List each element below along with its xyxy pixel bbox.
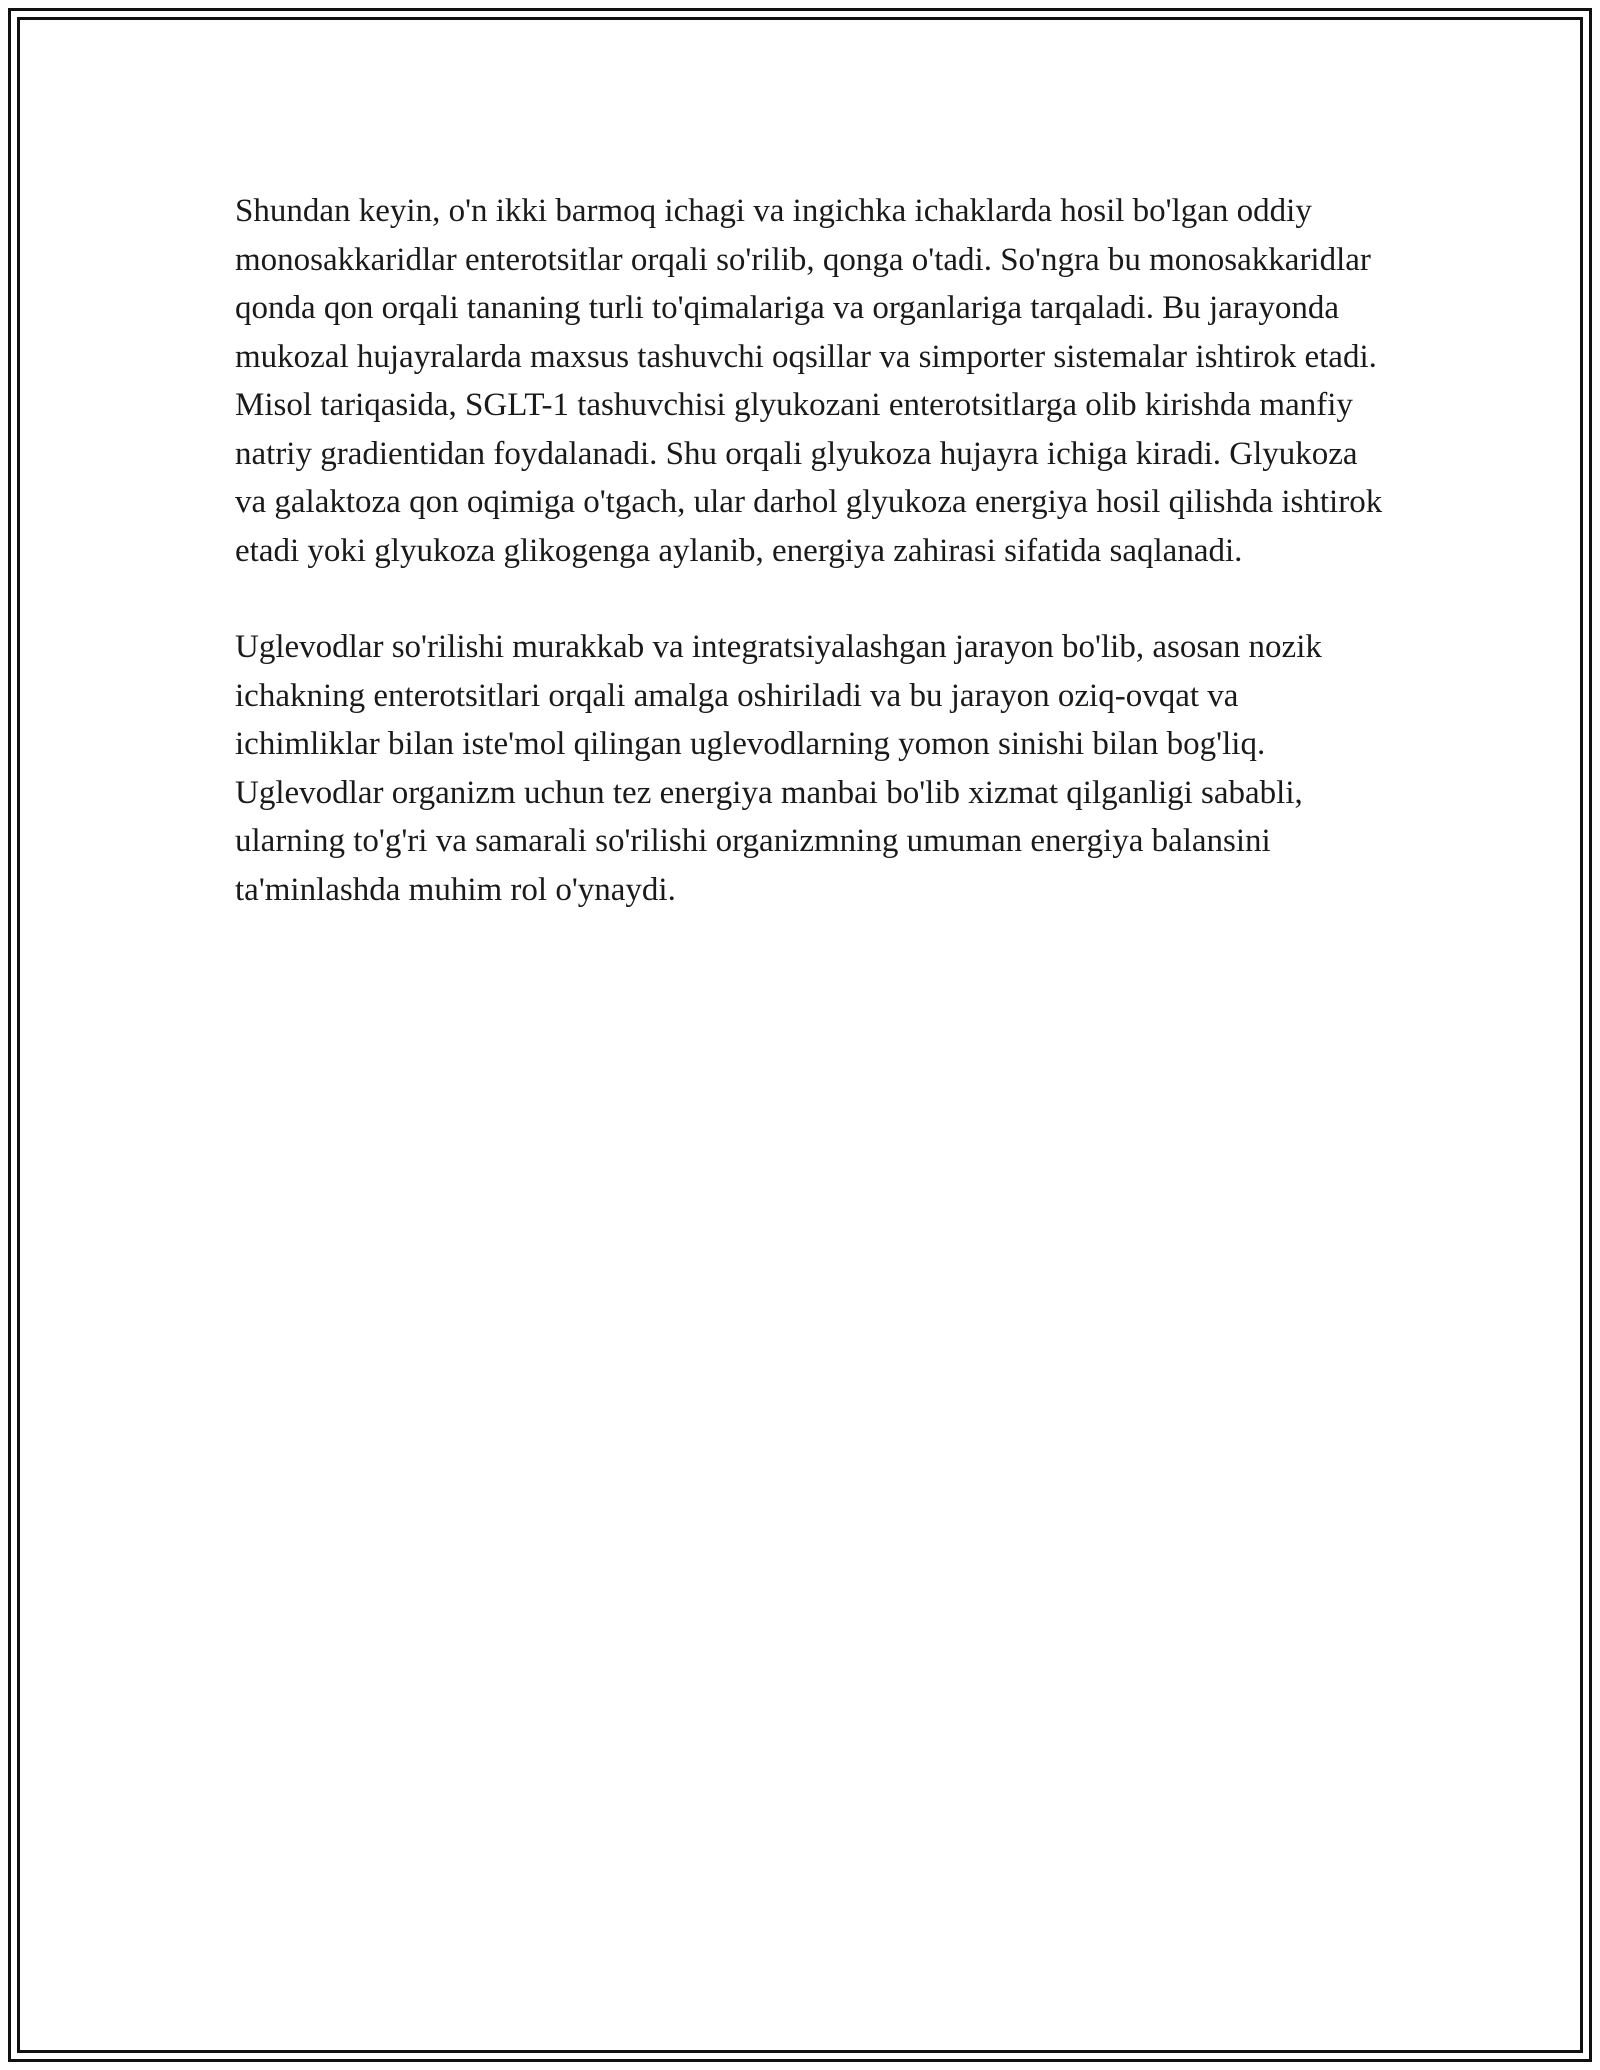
document-body bbox=[235, 187, 1385, 962]
paragraph-absorption-transport: Shundan keyin, o'n ikki barmoq ichagi va ingichka ichaklarda hosil bo'lgan oddiy monosakkaridlar enterotsitlar orqali so'rilib, qonga o'tadi. So'ngra bu monosakkaridlar qonda qon orqali tananing turli to'qimalariga va organlariga tarqaladi. Bu jarayonda mukozal hujayralarda maxsus tashuvchi oqsillar va simporter sistemalar ishtirok etadi. Misol tariqasida, SGLT-1 tashuvchisi glyukozani enterotsitlarga olib kirishda manfiy natriy gradientidan foydalanadi. Shu orqali glyukoza hujayra ichiga kiradi. Glyukoza va galaktoza qon oqimiga o'tgach, ular darhol glyukoza energiya hosil qilishda ishtirok etadi yoki glyukoza glikogenga aylanib, energiya zahirasi sifatida saqlanadi. bbox=[235, 193, 1383, 569]
paragraph-absorption-summary: Uglevodlar so'rilishi murakkab va integratsiyalashgan jarayon bo'lib, asosan nozik ichakning enterotsitlari orqali amalga oshiriladi va bu jarayon oziq-ovqat va ichimliklar bilan iste'mol qilingan uglevodlarning yomon sinishi bilan bog'liq. Uglevodlar organizm uchun tez energiya manbai bo'lib xizmat qilganligi sababli, ularning to'g'ri va samarali so'rilishi organizmning umuman energiya balansini ta'minlashda muhim rol o'ynaydi. bbox=[235, 629, 1322, 908]
